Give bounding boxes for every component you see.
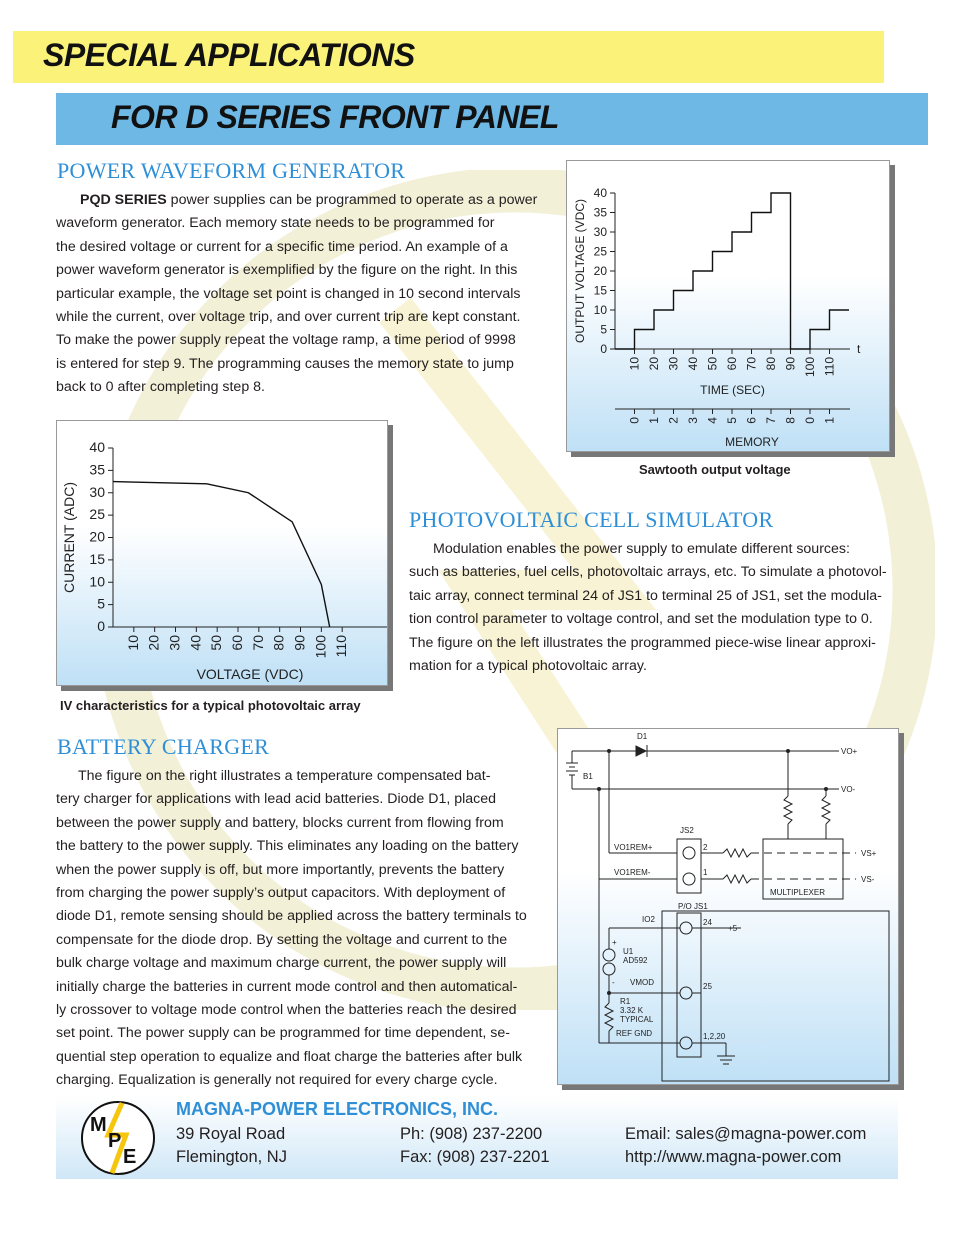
x-tick-label: 30 xyxy=(666,357,681,371)
sawtooth-caption: Sawtooth output voltage xyxy=(639,462,791,477)
battery-line: tery charger for applications with lead acid batteries. Diode D1, placed xyxy=(56,791,497,808)
label-ad592: AD592 xyxy=(623,956,648,965)
sawtooth-chart xyxy=(567,161,889,451)
y-tick-label: 20 xyxy=(89,528,105,545)
label-js2: JS2 xyxy=(680,826,694,835)
fax: Fax: (908) 237-2201 xyxy=(400,1148,550,1166)
address-line-1: 39 Royal Road xyxy=(176,1125,286,1143)
label-vo1rem-plus: VO1REM+ xyxy=(614,843,653,852)
waveform-paragraph xyxy=(56,189,537,400)
label-vs-minus: VS- xyxy=(861,875,875,884)
x-tick-label: 60 xyxy=(229,635,245,651)
battery-line: the battery to the power supply. This eliminates any loading on the battery xyxy=(56,838,519,855)
title-banner xyxy=(13,31,884,83)
waveform-heading: POWER WAVEFORM GENERATOR xyxy=(57,158,406,183)
schematic-panel xyxy=(557,728,899,1085)
footer xyxy=(56,1097,898,1179)
x-tick-label: 80 xyxy=(764,357,778,371)
memory-tick-label: 3 xyxy=(686,417,700,424)
label-io2: IO2 xyxy=(642,915,655,924)
y-tick-label: 35 xyxy=(593,205,607,220)
battery-line: bulk charge voltage and maximum charge current, the power supply will xyxy=(56,955,507,972)
x-tick-label: 90 xyxy=(783,357,798,371)
memory-tick-label: 5 xyxy=(725,417,739,424)
label-pin25: 25 xyxy=(703,982,712,991)
y-tick-label: 30 xyxy=(593,225,607,239)
x-tick-label: 100 xyxy=(803,357,817,378)
label-b1: B1 xyxy=(583,772,593,781)
battery-line: between the power supply and battery, blocks current from flowing from xyxy=(56,814,504,831)
waveform-line: power waveform generator is exemplified by the figure on the right. In this xyxy=(56,262,518,279)
iv-chart-panel xyxy=(56,420,388,686)
memory-tick-label: 4 xyxy=(705,417,720,424)
waveform-line: while the current, over voltage trip, and over current trip are kept constant. xyxy=(56,309,521,326)
company-logo xyxy=(78,1099,160,1177)
photovoltaic-line: mation for a typical photovoltaic array. xyxy=(409,658,647,675)
label-plus-sign: + xyxy=(612,938,617,947)
x-tick-label: 110 xyxy=(822,357,837,377)
company-name: MAGNA-POWER ELECTRONICS, INC. xyxy=(176,1099,498,1119)
battery-line: ly crossover to voltage mode control when the batteries reach the desired xyxy=(56,1002,517,1019)
label-r1: R1 xyxy=(620,997,631,1006)
battery-charger-schematic xyxy=(558,729,898,1084)
battery-line: when the power supply is off, but more importantly, prevents the battery xyxy=(56,861,505,878)
data-series-line xyxy=(113,482,330,627)
x-tick-label: 90 xyxy=(291,635,308,651)
y-tick-label: 10 xyxy=(89,573,105,590)
waveform-line: power supplies can be programmed to operate as a power xyxy=(166,192,538,208)
label-ref-gnd: REF GND xyxy=(616,1029,652,1038)
logo-letter-m: M xyxy=(90,1114,107,1136)
label-po-js1: P/O JS1 xyxy=(678,902,708,911)
battery-heading: BATTERY CHARGER xyxy=(57,734,270,759)
address-line-2: Flemington, NJ xyxy=(176,1148,287,1166)
label-pin24: 24 xyxy=(703,918,712,927)
x-tick-label: 70 xyxy=(249,635,266,651)
label-vo1rem-minus: VO1REM- xyxy=(614,868,651,877)
label-plus5: +5 xyxy=(728,924,738,933)
x-axis-label: VOLTAGE (VDC) xyxy=(196,666,304,682)
y-tick-label: 40 xyxy=(593,186,607,200)
photovoltaic-line: The figure on the left illustrates the programmed piece-wise linear approxi- xyxy=(409,634,876,651)
waveform-line: the desired voltage or current for a specific time period. An example of a xyxy=(56,238,508,255)
label-pin2: 2 xyxy=(703,843,708,852)
y-tick-label: 5 xyxy=(600,322,607,337)
photovoltaic-paragraph xyxy=(409,538,887,678)
battery-paragraph xyxy=(56,765,527,1093)
memory-tick-label: 1 xyxy=(647,417,661,424)
y-axis-label: OUTPUT VOLTAGE (VDC) xyxy=(573,198,587,344)
logo-letter-e: E xyxy=(123,1146,137,1168)
battery-line: charging. Equalization is generally not required for every charge cycle. xyxy=(56,1072,498,1089)
label-minus-sign: - xyxy=(612,978,615,987)
memory-tick-label: 0 xyxy=(803,417,817,424)
x-tick-label: 10 xyxy=(627,357,642,371)
photovoltaic-line: such as batteries, fuel cells, photovoltaic arrays, etc. To simulate a photovol- xyxy=(409,564,887,581)
x-tick-label: 20 xyxy=(647,357,661,371)
waveform-line: back to 0 after completing step 8. xyxy=(56,379,265,396)
label-d1: D1 xyxy=(637,732,648,741)
photovoltaic-line: tion control parameter to voltage control, and set the modulation type to 0. xyxy=(409,611,873,628)
label-u1: U1 xyxy=(623,947,634,956)
memory-tick-label: 7 xyxy=(764,417,778,424)
y-tick-label: 15 xyxy=(593,283,607,298)
phone: Ph: (908) 237-2200 xyxy=(400,1125,543,1143)
iv-caption: IV characteristics for a typical photovoltaic array xyxy=(60,698,361,713)
battery-line: from charging the power supply’s output capacitors. With deployment of xyxy=(56,885,506,902)
page-subtitle: FOR D SERIES FRONT PANEL xyxy=(111,99,559,135)
x-axis-end-label: t xyxy=(857,342,861,356)
waveform-line: To make the power supply repeat the voltage ramp, a time period of 9998 xyxy=(56,332,516,349)
battery-line: initially charge the batteries in current mode control and then automatical- xyxy=(56,978,518,995)
x-axis-label: TIME (SEC) xyxy=(700,383,765,397)
battery-line: set point. The power supply can be programmed for time dependent, se- xyxy=(56,1025,510,1042)
memory-tick-label: 1 xyxy=(822,417,837,424)
x-tick-label: 40 xyxy=(187,635,204,651)
label-r1-typical: TYPICAL xyxy=(620,1015,654,1024)
label-vo-minus: VO- xyxy=(841,785,856,794)
y-tick-label: 10 xyxy=(593,303,607,317)
y-tick-label: 35 xyxy=(89,461,105,478)
photovoltaic-line: taic array, connect terminal 24 of JS1 to terminal 25 of JS1, set the modula- xyxy=(409,587,882,604)
photovoltaic-line: Modulation enables the power supply to emulate different sources: xyxy=(433,541,850,557)
subtitle-banner xyxy=(56,93,928,145)
waveform-line: particular example, the voltage set point is changed in 10 second intervals xyxy=(56,285,521,302)
y-tick-label: 0 xyxy=(600,342,607,356)
x-tick-label: 100 xyxy=(312,635,329,659)
x-tick-label: 50 xyxy=(208,635,225,651)
y-tick-label: 5 xyxy=(97,595,105,612)
x-tick-label: 20 xyxy=(145,635,162,651)
x-tick-label: 50 xyxy=(705,357,720,371)
y-tick-label: 30 xyxy=(89,483,105,500)
x-tick-label: 30 xyxy=(166,635,183,651)
x-tick-label: 110 xyxy=(333,635,350,658)
label-vmod: VMOD xyxy=(630,978,654,987)
x-tick-label: 80 xyxy=(270,635,287,651)
y-tick-label: 15 xyxy=(89,550,105,567)
label-vs-plus: VS+ xyxy=(861,849,877,858)
label-vo-plus: VO+ xyxy=(841,747,858,756)
memory-tick-label: 0 xyxy=(627,417,642,424)
x-tick-label: 70 xyxy=(744,357,759,371)
x-tick-label: 10 xyxy=(124,635,141,651)
logo-letter-p: P xyxy=(108,1130,122,1152)
battery-line: diode D1, remote sensing should be applied across the battery terminals to xyxy=(56,908,527,925)
x-tick-label: 40 xyxy=(686,357,700,371)
pqd-series-lead: PQD SERIES xyxy=(80,192,167,208)
x-tick-label: 60 xyxy=(725,357,739,371)
sawtooth-chart-panel xyxy=(566,160,890,452)
y-axis-label: CURRENT (ADC) xyxy=(61,482,77,593)
y-tick-label: 40 xyxy=(89,439,105,455)
y-tick-label: 25 xyxy=(89,506,105,523)
data-series-line xyxy=(615,193,849,349)
memory-tick-label: 2 xyxy=(666,417,681,424)
waveform-line: is entered for step 9. The programming causes the memory state to jump xyxy=(56,355,514,372)
label-pin-gnd: 1,2,20 xyxy=(703,1032,726,1041)
label-r1-value: 3.32 K xyxy=(620,1006,644,1015)
battery-line: compensate for the diode drop. By setting the voltage and current to the xyxy=(56,931,508,948)
label-pin1: 1 xyxy=(703,868,708,877)
y-tick-label: 0 xyxy=(97,618,105,634)
memory-tick-label: 6 xyxy=(744,417,759,424)
label-multiplexer: MULTIPLEXER xyxy=(770,888,825,897)
battery-line: The figure on the right illustrates a temperature compensated bat- xyxy=(78,768,491,784)
iv-chart xyxy=(57,421,387,685)
page-title: SPECIAL APPLICATIONS xyxy=(43,37,415,73)
waveform-line: waveform generator. Each memory state needs to be programmed for xyxy=(56,215,495,232)
battery-line: quential step operation to equalize and float charge the batteries after bulk xyxy=(56,1048,523,1065)
y-tick-label: 20 xyxy=(593,264,607,278)
email-link[interactable]: Email: sales@magna-power.com xyxy=(625,1125,867,1143)
memory-tick-label: 8 xyxy=(783,417,798,424)
memory-axis-label: MEMORY xyxy=(725,435,779,449)
y-tick-label: 25 xyxy=(593,244,607,259)
photovoltaic-heading: PHOTOVOLTAIC CELL SIMULATOR xyxy=(409,507,774,532)
website-link[interactable]: http://www.magna-power.com xyxy=(625,1148,842,1166)
